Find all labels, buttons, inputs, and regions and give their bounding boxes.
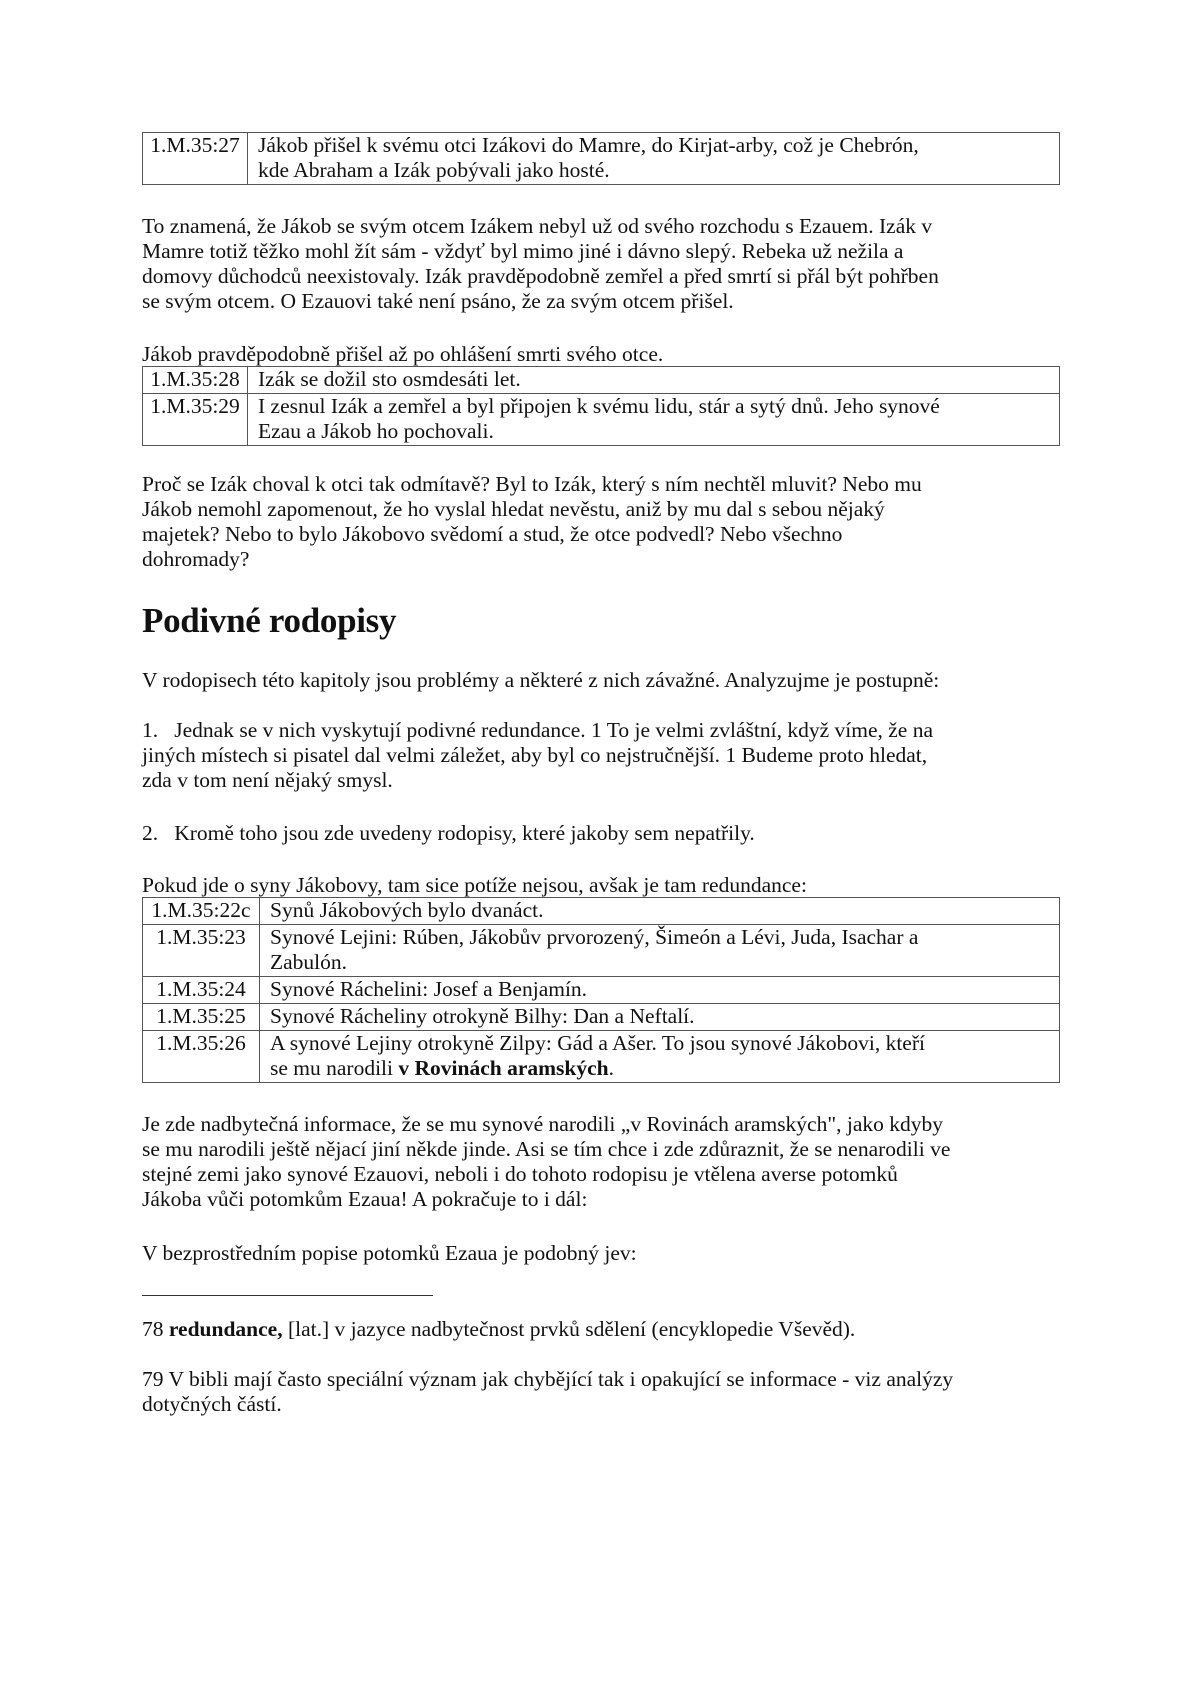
footnote-separator	[142, 1295, 433, 1296]
verse-ref: 1.M.35:25	[143, 1004, 260, 1031]
verse-ref: 1.M.35:22c	[143, 898, 260, 925]
footnote-number: 78	[142, 1317, 164, 1341]
table-row	[143, 1004, 1060, 1031]
verse-table-2	[142, 366, 1060, 446]
verse-text: Synů Jákobových bylo dvanáct.	[260, 898, 1060, 925]
verse-ref: 1.M.35:26	[143, 1031, 260, 1083]
footnote-term: redundance,	[168, 1317, 283, 1341]
list-item: 2. Kromě toho jsou zde uvedeny rodopisy, které jakoby sem nepatřily.	[142, 821, 755, 845]
table-row	[143, 1031, 1060, 1083]
verse-ref: 1.M.35:28	[143, 367, 248, 394]
paragraph: Pokud jde o syny Jákobovy, tam sice potíže nejsou, avšak je tam redundance:	[142, 873, 807, 897]
verse-table-1	[142, 132, 1060, 185]
verse-text: Izák se dožil sto osmdesáti let.	[248, 367, 1060, 394]
footnote: 78 redundance, [lat.] v jazyce nadbytečnost prvků sdělení (encyklopedie Vševěd).	[142, 1317, 856, 1341]
table-row	[143, 394, 1060, 446]
paragraph: Proč se Izák choval k otci tak odmítavě? Byl to Izák, který s ním nechtěl mluvit? Nebo mu Jákob nemohl zapomenout, že ho vyslal hledat nevěstu, aniž by mu dal s sebou nějaký majetek? Nebo to bylo Jákobovo svědomí a stud, že otce podvedl? Nebo všechno dohromady?	[142, 472, 922, 571]
table-row	[143, 367, 1060, 394]
paragraph: To znamená, že Jákob se svým otcem Izákem nebyl už od svého rozchodu s Ezauem. Izák v Mamre totiž těžko mohl žít sám - vždyť byl mimo jiné i dávno slepý. Rebeka už nežila a domovy důchodců neexistovaly. Izák pravděpodobně zemřel a před smrtí si přál být pohřben se svým otcem. O Ezauovi také není psáno, že za svým otcem přišel.	[142, 214, 939, 313]
table-row	[143, 925, 1060, 977]
table-row	[143, 133, 1060, 185]
paragraph: V bezprostředním popise potomků Ezaua je podobný jev:	[142, 1241, 637, 1265]
verse-ref: 1.M.35:29	[143, 394, 248, 446]
section-heading: Podivné rodopisy	[142, 601, 397, 640]
footnote: 79 V bibli mají často speciální význam jak chybějící tak i opakující se informace - viz analýzy dotyčných částí.	[142, 1367, 954, 1416]
verse-ref: 1.M.35:23	[143, 925, 260, 977]
table-row	[143, 898, 1060, 925]
table-row	[143, 977, 1060, 1004]
verse-text: Jákob přišel k svému otci Izákovi do Mamre, do Kirjat-arby, což je Chebrón, kde Abraham a Izák pobývali jako hosté.	[248, 133, 1060, 185]
paragraph: V rodopisech této kapitoly jsou problémy a některé z nich závažné. Analyzujme je postupně:	[142, 668, 940, 692]
verse-text: Synové Rácheliny otrokyně Bilhy: Dan a Neftalí.	[260, 1004, 1060, 1031]
verse-text: Synové Lejini: Rúben, Jákobův prvorozený, Šimeón a Lévi, Juda, Isachar a Zabulón.	[260, 925, 1060, 977]
paragraph: Jákob pravděpodobně přišel až po ohlášení smrti svého otce.	[142, 342, 664, 366]
verse-text: Synové Ráchelini: Josef a Benjamín.	[260, 977, 1060, 1004]
verse-ref: 1.M.35:24	[143, 977, 260, 1004]
verse-text: A synové Lejiny otrokyně Zilpy: Gád a Ašer. To jsou synové Jákobovi, kteří se mu narodili v Rovinách aramských.	[260, 1031, 1060, 1083]
verse-text: I zesnul Izák a zemřel a byl připojen k svému lidu, stár a sytý dnů. Jeho synové Ezau a Jákob ho pochovali.	[248, 394, 1060, 446]
emphasis: v Rovinách aramských	[398, 1056, 609, 1080]
verse-ref: 1.M.35:27	[143, 133, 248, 185]
paragraph: Je zde nadbytečná informace, že se mu synové narodili „v Rovinách aramských", jako kdyby se mu narodili ještě nějací jiní někde jinde. Asi se tím chce i zde zdůraznit, že se nenarodili ve stejné zemi jako synové Ezauovi, neboli i do tohoto rodopisu je vtělena averse potomků Jákoba vůči potomkům Ezaua! A pokračuje to i dál:	[142, 1112, 951, 1211]
list-item: 1. Jednak se v nich vyskytují podivné redundance. 1 To je velmi zvláštní, když víme, že na jiných místech si pisatel dal velmi záležet, aby byl co nejstručnější. 1 Budeme proto hledat, zda v tom není nějaký smysl.	[142, 718, 934, 792]
verse-table-3	[142, 897, 1060, 1083]
